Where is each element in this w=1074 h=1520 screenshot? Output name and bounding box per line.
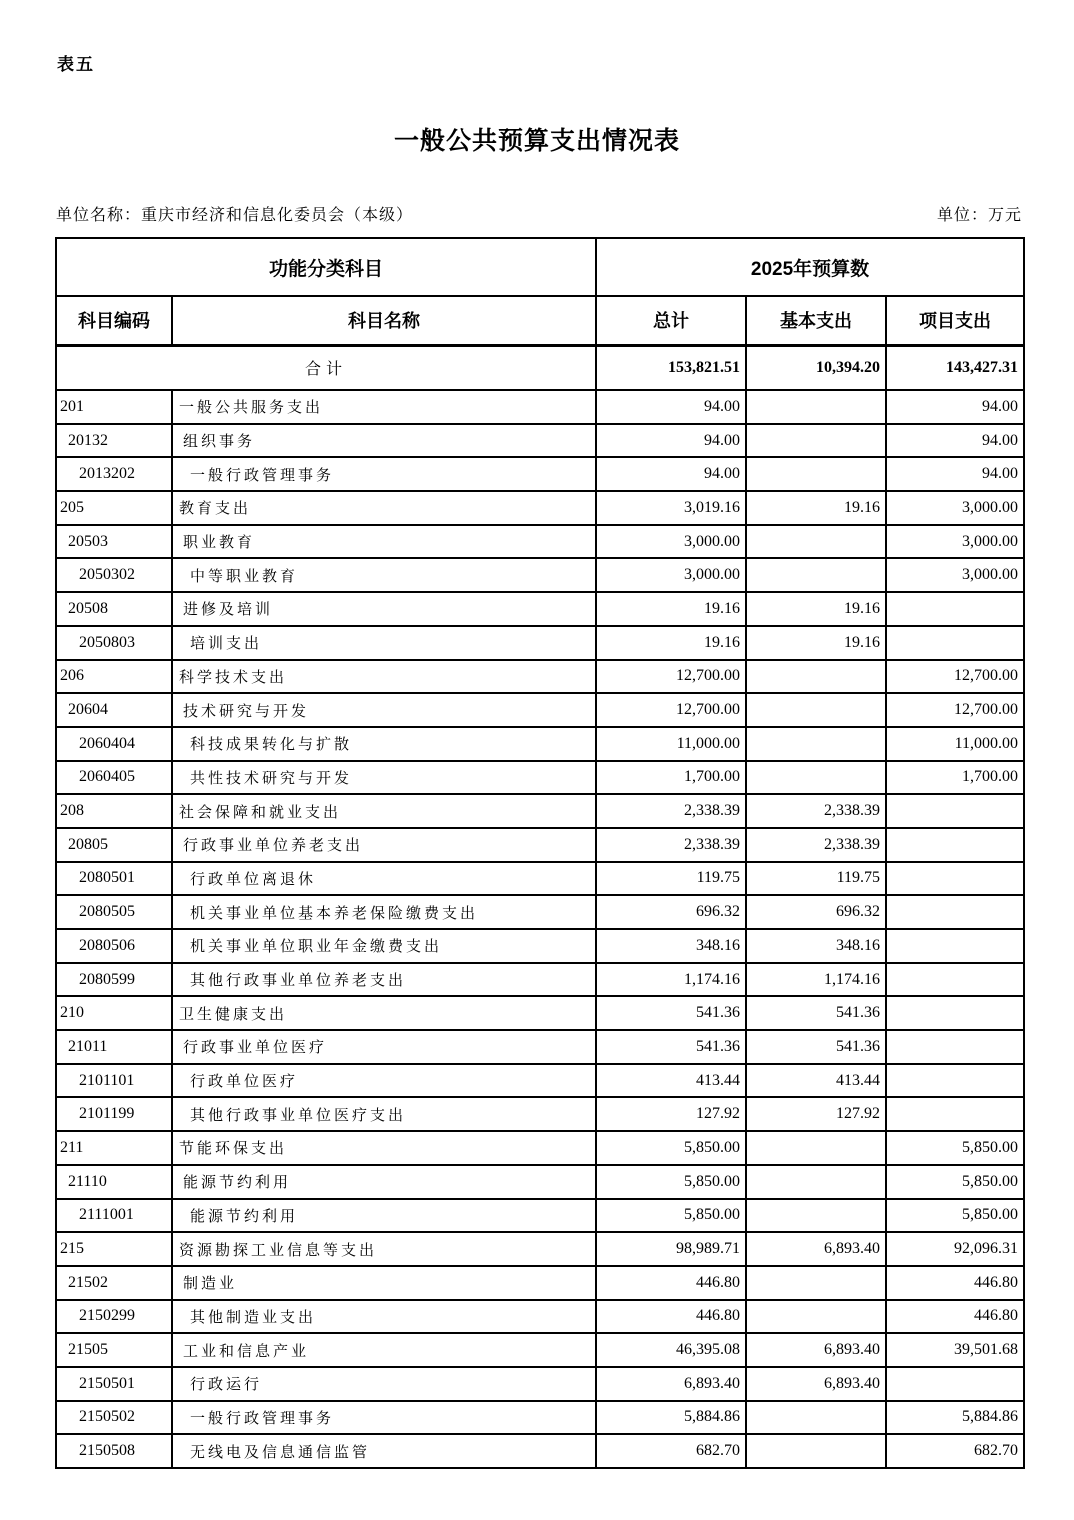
- subject-name-cell: 中等职业教育: [172, 558, 596, 592]
- total-value-cell: 3,019.16: [596, 491, 746, 525]
- subject-name-cell: 技术研究与开发: [172, 693, 596, 727]
- basic-value-cell: 541.36: [746, 1030, 886, 1064]
- header-subject-code: 科目编码: [56, 296, 172, 345]
- project-value-cell: [886, 1097, 1024, 1131]
- subject-name-cell: 能源节约利用: [172, 1165, 596, 1199]
- project-value-cell: [886, 592, 1024, 626]
- basic-value-cell: [746, 457, 886, 491]
- basic-value-cell: 541.36: [746, 996, 886, 1030]
- subject-code-cell: 201: [56, 390, 172, 424]
- table-row: [56, 457, 1024, 491]
- grand-total-label: 合计: [56, 345, 596, 390]
- project-value-cell: 94.00: [886, 424, 1024, 458]
- table-body: [56, 345, 1024, 1468]
- subject-code-cell: 20805: [56, 828, 172, 862]
- basic-value-cell: 127.92: [746, 1097, 886, 1131]
- total-value-cell: 413.44: [596, 1064, 746, 1098]
- basic-value-cell: [746, 1434, 886, 1468]
- table-header: [56, 238, 1024, 345]
- table-row: [56, 1064, 1024, 1098]
- page-title: 一般公共预算支出情况表: [393, 127, 680, 155]
- total-value-cell: 446.80: [596, 1300, 746, 1334]
- subject-name-cell: 职业教育: [172, 525, 596, 559]
- total-value-cell: 1,700.00: [596, 761, 746, 795]
- grand-total-total: 153,821.51: [596, 345, 746, 390]
- project-value-cell: 3,000.00: [886, 558, 1024, 592]
- subject-code-cell: 2060405: [56, 761, 172, 795]
- subject-name-cell: 共性技术研究与开发: [172, 761, 596, 795]
- basic-value-cell: [746, 1165, 886, 1199]
- grand-total-basic: 10,394.20: [746, 345, 886, 390]
- basic-value-cell: 19.16: [746, 491, 886, 525]
- total-value-cell: 94.00: [596, 457, 746, 491]
- total-value-cell: 2,338.39: [596, 794, 746, 828]
- total-value-cell: 46,395.08: [596, 1333, 746, 1367]
- basic-value-cell: 119.75: [746, 862, 886, 896]
- table-row: [56, 491, 1024, 525]
- table-row: [56, 626, 1024, 660]
- table-row: [56, 761, 1024, 795]
- total-value-cell: 127.92: [596, 1097, 746, 1131]
- subject-code-cell: 2050302: [56, 558, 172, 592]
- project-value-cell: [886, 963, 1024, 997]
- project-value-cell: 12,700.00: [886, 660, 1024, 694]
- subject-code-cell: 21505: [56, 1333, 172, 1367]
- subject-name-cell: 机关事业单位基本养老保险缴费支出: [172, 895, 596, 929]
- subject-name-cell: 节能环保支出: [172, 1131, 596, 1165]
- subject-code-cell: 215: [56, 1232, 172, 1266]
- subject-name-cell: 进修及培训: [172, 592, 596, 626]
- table-row: [56, 1367, 1024, 1401]
- subject-name-cell: 机关事业单位职业年金缴费支出: [172, 929, 596, 963]
- subject-code-cell: 2050803: [56, 626, 172, 660]
- subject-code-cell: 2150501: [56, 1367, 172, 1401]
- table-row: [56, 1030, 1024, 1064]
- basic-value-cell: [746, 1266, 886, 1300]
- total-value-cell: 5,850.00: [596, 1131, 746, 1165]
- header-functional-classification: 功能分类科目: [56, 238, 596, 296]
- subject-name-cell: 科技成果转化与扩散: [172, 727, 596, 761]
- header-budget-2025: 2025年预算数: [596, 238, 1024, 296]
- subject-name-cell: 资源勘探工业信息等支出: [172, 1232, 596, 1266]
- project-value-cell: [886, 828, 1024, 862]
- project-value-cell: 682.70: [886, 1434, 1024, 1468]
- basic-value-cell: 413.44: [746, 1064, 886, 1098]
- table-row: [56, 1097, 1024, 1131]
- basic-value-cell: [746, 525, 886, 559]
- subject-code-cell: 205: [56, 491, 172, 525]
- unit-name-label: 单位名称：重庆市经济和信息化委员会（本级）: [56, 207, 414, 224]
- total-value-cell: 6,893.40: [596, 1367, 746, 1401]
- total-value-cell: 1,174.16: [596, 963, 746, 997]
- total-value-cell: 19.16: [596, 592, 746, 626]
- table-row: [56, 693, 1024, 727]
- total-value-cell: 541.36: [596, 996, 746, 1030]
- header-group-row: [56, 238, 1024, 296]
- subject-code-cell: 2060404: [56, 727, 172, 761]
- basic-value-cell: [746, 1401, 886, 1435]
- subject-code-cell: 21502: [56, 1266, 172, 1300]
- subject-code-cell: 2150502: [56, 1401, 172, 1435]
- grand-total-project: 143,427.31: [886, 345, 1024, 390]
- total-value-cell: 696.32: [596, 895, 746, 929]
- total-value-cell: 3,000.00: [596, 558, 746, 592]
- total-value-cell: 94.00: [596, 390, 746, 424]
- subject-name-cell: 行政单位离退休: [172, 862, 596, 896]
- total-value-cell: 12,700.00: [596, 660, 746, 694]
- table-row: [56, 895, 1024, 929]
- project-value-cell: [886, 1367, 1024, 1401]
- table-row: [56, 558, 1024, 592]
- subject-name-cell: 其他制造业支出: [172, 1300, 596, 1334]
- subject-name-cell: 社会保障和就业支出: [172, 794, 596, 828]
- subject-name-cell: 制造业: [172, 1266, 596, 1300]
- subject-code-cell: 2080505: [56, 895, 172, 929]
- basic-value-cell: [746, 761, 886, 795]
- table-row: [56, 963, 1024, 997]
- header-basic-expenditure: 基本支出: [746, 296, 886, 345]
- subject-code-cell: 206: [56, 660, 172, 694]
- subject-code-cell: 21110: [56, 1165, 172, 1199]
- table-row: [56, 390, 1024, 424]
- subject-code-cell: 21011: [56, 1030, 172, 1064]
- project-value-cell: 92,096.31: [886, 1232, 1024, 1266]
- subject-code-cell: 20604: [56, 693, 172, 727]
- table-row: [56, 525, 1024, 559]
- table-row: [56, 996, 1024, 1030]
- project-value-cell: 94.00: [886, 457, 1024, 491]
- table-row: [56, 1199, 1024, 1233]
- project-value-cell: 12,700.00: [886, 693, 1024, 727]
- budget-table: [55, 237, 1025, 1469]
- subject-code-cell: 2080501: [56, 862, 172, 896]
- subject-name-cell: 行政运行: [172, 1367, 596, 1401]
- total-value-cell: 12,700.00: [596, 693, 746, 727]
- basic-value-cell: 696.32: [746, 895, 886, 929]
- total-value-cell: 5,884.86: [596, 1401, 746, 1435]
- subject-name-cell: 一般行政管理事务: [172, 1401, 596, 1435]
- basic-value-cell: [746, 1131, 886, 1165]
- currency-unit-label: 单位：万元: [936, 207, 1022, 224]
- table-row: [56, 424, 1024, 458]
- basic-value-cell: 2,338.39: [746, 828, 886, 862]
- basic-value-cell: [746, 660, 886, 694]
- subject-code-cell: 2013202: [56, 457, 172, 491]
- project-value-cell: 94.00: [886, 390, 1024, 424]
- total-value-cell: 682.70: [596, 1434, 746, 1468]
- project-value-cell: 39,501.68: [886, 1333, 1024, 1367]
- table-row: [56, 794, 1024, 828]
- subject-code-cell: 2150299: [56, 1300, 172, 1334]
- subject-name-cell: 组织事务: [172, 424, 596, 458]
- total-value-cell: 3,000.00: [596, 525, 746, 559]
- subject-name-cell: 培训支出: [172, 626, 596, 660]
- project-value-cell: 3,000.00: [886, 525, 1024, 559]
- subject-code-cell: 20503: [56, 525, 172, 559]
- meta-row: [56, 202, 1022, 225]
- table-row: [56, 828, 1024, 862]
- subject-code-cell: 2150508: [56, 1434, 172, 1468]
- project-value-cell: 446.80: [886, 1266, 1024, 1300]
- project-value-cell: 3,000.00: [886, 491, 1024, 525]
- total-value-cell: 94.00: [596, 424, 746, 458]
- subject-name-cell: 一般行政管理事务: [172, 457, 596, 491]
- subject-code-cell: 2080506: [56, 929, 172, 963]
- table-row: [56, 1266, 1024, 1300]
- subject-name-cell: 科学技术支出: [172, 660, 596, 694]
- basic-value-cell: 1,174.16: [746, 963, 886, 997]
- basic-value-cell: [746, 558, 886, 592]
- subject-name-cell: 行政事业单位养老支出: [172, 828, 596, 862]
- table-row: [56, 727, 1024, 761]
- header-total: 总计: [596, 296, 746, 345]
- subject-name-cell: 其他行政事业单位养老支出: [172, 963, 596, 997]
- basic-value-cell: 6,893.40: [746, 1367, 886, 1401]
- table-number-label: 表五: [57, 55, 95, 74]
- project-value-cell: [886, 929, 1024, 963]
- project-value-cell: [886, 626, 1024, 660]
- project-value-cell: [886, 996, 1024, 1030]
- header-project-expenditure: 项目支出: [886, 296, 1024, 345]
- subject-name-cell: 卫生健康支出: [172, 996, 596, 1030]
- subject-code-cell: 2101101: [56, 1064, 172, 1098]
- project-value-cell: 5,884.86: [886, 1401, 1024, 1435]
- total-value-cell: 11,000.00: [596, 727, 746, 761]
- basic-value-cell: [746, 424, 886, 458]
- basic-value-cell: 6,893.40: [746, 1333, 886, 1367]
- project-value-cell: 5,850.00: [886, 1199, 1024, 1233]
- header-columns-row: [56, 296, 1024, 345]
- table-row: [56, 929, 1024, 963]
- basic-value-cell: [746, 390, 886, 424]
- basic-value-cell: 19.16: [746, 626, 886, 660]
- basic-value-cell: 19.16: [746, 592, 886, 626]
- table-row: [56, 660, 1024, 694]
- project-value-cell: [886, 1064, 1024, 1098]
- project-value-cell: 446.80: [886, 1300, 1024, 1334]
- subject-code-cell: 2080599: [56, 963, 172, 997]
- subject-code-cell: 2111001: [56, 1199, 172, 1233]
- grand-total-row: [56, 345, 1024, 390]
- project-value-cell: 5,850.00: [886, 1165, 1024, 1199]
- total-value-cell: 119.75: [596, 862, 746, 896]
- subject-name-cell: 其他行政事业单位医疗支出: [172, 1097, 596, 1131]
- table-row: [56, 1333, 1024, 1367]
- total-value-cell: 19.16: [596, 626, 746, 660]
- total-value-cell: 541.36: [596, 1030, 746, 1064]
- total-value-cell: 446.80: [596, 1266, 746, 1300]
- subject-code-cell: 20508: [56, 592, 172, 626]
- basic-value-cell: [746, 1199, 886, 1233]
- total-value-cell: 98,989.71: [596, 1232, 746, 1266]
- subject-code-cell: 2101199: [56, 1097, 172, 1131]
- basic-value-cell: [746, 727, 886, 761]
- total-value-cell: 348.16: [596, 929, 746, 963]
- basic-value-cell: 348.16: [746, 929, 886, 963]
- table-row: [56, 1434, 1024, 1468]
- subject-code-cell: 208: [56, 794, 172, 828]
- total-value-cell: 5,850.00: [596, 1165, 746, 1199]
- subject-name-cell: 一般公共服务支出: [172, 390, 596, 424]
- subject-name-cell: 教育支出: [172, 491, 596, 525]
- table-row: [56, 1232, 1024, 1266]
- project-value-cell: [886, 794, 1024, 828]
- subject-code-cell: 210: [56, 996, 172, 1030]
- total-value-cell: 5,850.00: [596, 1199, 746, 1233]
- table-row: [56, 1131, 1024, 1165]
- subject-name-cell: 工业和信息产业: [172, 1333, 596, 1367]
- subject-name-cell: 能源节约利用: [172, 1199, 596, 1233]
- project-value-cell: 1,700.00: [886, 761, 1024, 795]
- subject-name-cell: 行政单位医疗: [172, 1064, 596, 1098]
- header-subject-name: 科目名称: [172, 296, 596, 345]
- table-row: [56, 862, 1024, 896]
- subject-name-cell: 行政事业单位医疗: [172, 1030, 596, 1064]
- subject-code-cell: 20132: [56, 424, 172, 458]
- basic-value-cell: 6,893.40: [746, 1232, 886, 1266]
- basic-value-cell: [746, 693, 886, 727]
- subject-name-cell: 无线电及信息通信监管: [172, 1434, 596, 1468]
- project-value-cell: 5,850.00: [886, 1131, 1024, 1165]
- project-value-cell: 11,000.00: [886, 727, 1024, 761]
- project-value-cell: [886, 862, 1024, 896]
- project-value-cell: [886, 1030, 1024, 1064]
- basic-value-cell: [746, 1300, 886, 1334]
- basic-value-cell: 2,338.39: [746, 794, 886, 828]
- table-row: [56, 1401, 1024, 1435]
- project-value-cell: [886, 895, 1024, 929]
- total-value-cell: 2,338.39: [596, 828, 746, 862]
- table-row: [56, 1300, 1024, 1334]
- subject-code-cell: 211: [56, 1131, 172, 1165]
- table-row: [56, 592, 1024, 626]
- table-row: [56, 1165, 1024, 1199]
